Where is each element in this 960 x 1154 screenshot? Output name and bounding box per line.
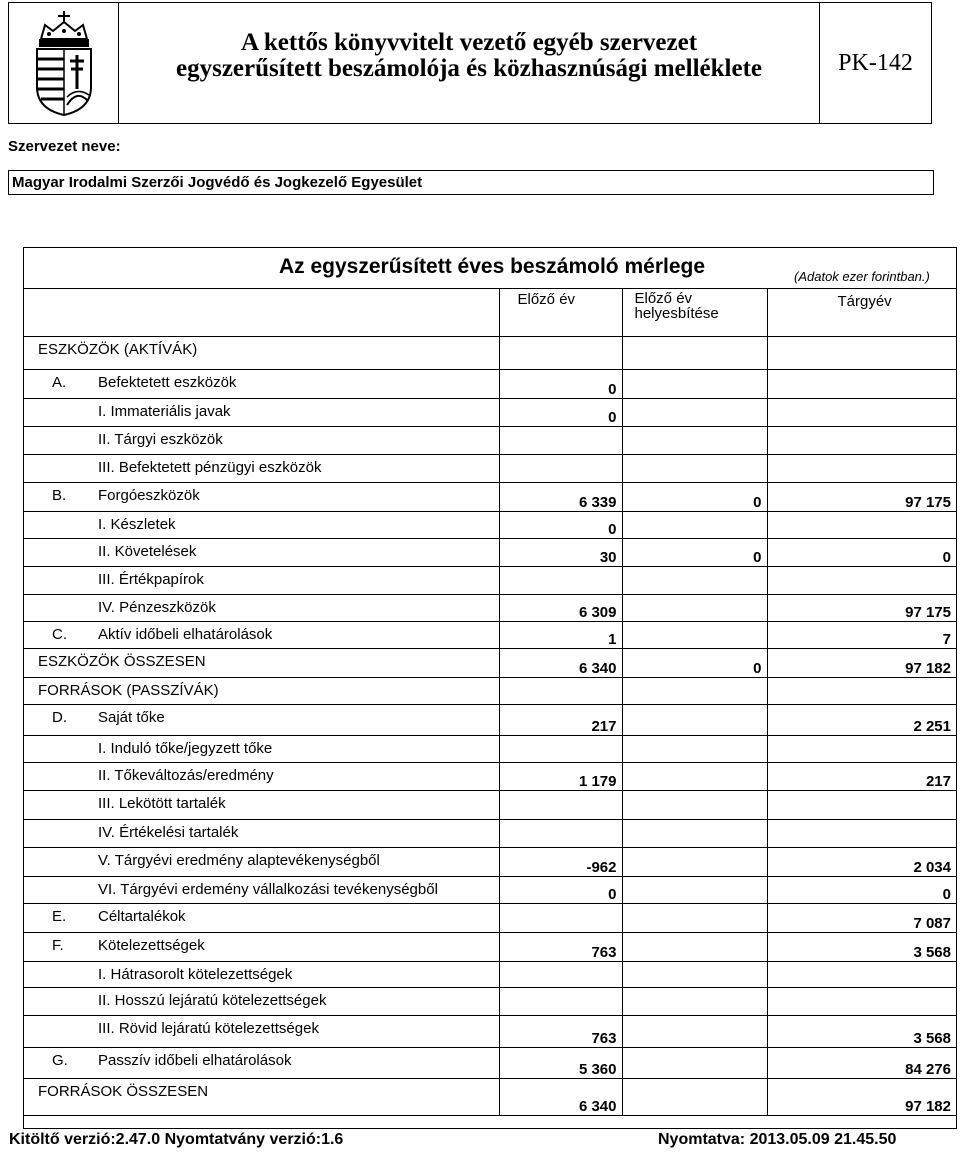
form-title	[119, 3, 819, 123]
row-label-cell	[24, 904, 499, 933]
balance-row	[24, 337, 956, 370]
balance-row	[24, 512, 956, 539]
row-label: ESZKÖZÖK (AKTÍVÁK)	[38, 341, 198, 358]
balance-row	[24, 820, 956, 848]
value-prev: 30	[499, 539, 622, 567]
row-label: I. Induló tőke/jegyzett tőke	[98, 740, 273, 757]
balance-row	[24, 427, 956, 455]
column-header-prev-correction	[622, 289, 767, 337]
row-label-cell	[24, 1016, 499, 1048]
row-code: F.	[52, 937, 64, 954]
value-prev: 0	[499, 512, 622, 539]
value-prev: 0	[499, 399, 622, 427]
balance-row	[24, 567, 956, 595]
value-prev	[499, 904, 622, 933]
balance-row	[24, 1048, 956, 1079]
organization-label: Szervezet neve:	[8, 138, 121, 155]
balance-row	[24, 595, 956, 622]
row-label: II. Hosszú lejáratú kötelezettségek	[98, 992, 327, 1009]
value-prev: -962	[499, 848, 622, 877]
value-current	[767, 791, 956, 820]
value-prev-correction	[622, 933, 767, 962]
row-label-cell	[24, 649, 499, 678]
value-prev-correction	[622, 337, 767, 370]
row-label-cell	[24, 791, 499, 820]
value-prev-correction	[622, 1079, 767, 1116]
value-prev-correction	[622, 512, 767, 539]
value-current	[767, 820, 956, 848]
value-prev	[499, 791, 622, 820]
row-label-cell	[24, 933, 499, 962]
row-label-cell	[24, 848, 499, 877]
row-label-cell	[24, 705, 499, 736]
value-prev	[499, 455, 622, 483]
value-current: 7	[767, 622, 956, 649]
value-prev: 763	[499, 1016, 622, 1048]
balance-row	[24, 539, 956, 567]
row-label: Forgóeszközök	[98, 487, 200, 504]
row-label: III. Rövid lejáratú kötelezettségek	[98, 1020, 319, 1037]
footer-version: Kitöltő verzió:2.47.0 Nyomtatvány verzió:1.6	[9, 1131, 344, 1148]
value-prev: 6 339	[499, 483, 622, 512]
balance-row	[24, 649, 956, 678]
value-current	[767, 736, 956, 763]
row-label-cell	[24, 820, 499, 848]
balance-row	[24, 763, 956, 791]
row-label: VI. Tárgyévi erdemény vállalkozási tevékenységből	[98, 881, 438, 898]
row-label: II. Tőkeváltozás/eredmény	[98, 767, 274, 784]
value-prev	[499, 337, 622, 370]
value-prev	[499, 962, 622, 988]
value-current	[767, 370, 956, 399]
value-current: 3 568	[767, 1016, 956, 1048]
balance-row	[24, 848, 956, 877]
row-label-cell	[24, 399, 499, 427]
balance-row	[24, 399, 956, 427]
value-current	[767, 678, 956, 705]
value-prev-correction	[622, 848, 767, 877]
balance-row	[24, 791, 956, 820]
value-prev-correction	[622, 962, 767, 988]
value-prev	[499, 820, 622, 848]
row-label-cell	[24, 483, 499, 512]
row-label-cell	[24, 512, 499, 539]
balance-row	[24, 904, 956, 933]
value-prev: 1	[499, 622, 622, 649]
value-prev-correction	[622, 877, 767, 904]
row-label: III. Értékpapírok	[98, 571, 204, 588]
row-code: E.	[52, 908, 67, 925]
value-prev-correction	[622, 567, 767, 595]
row-label: Céltartalékok	[98, 908, 186, 925]
row-label: Aktív időbeli elhatárolások	[98, 626, 273, 643]
row-label: I. Készletek	[98, 516, 176, 533]
row-label: IV. Értékelési tartalék	[98, 824, 239, 841]
row-label-cell	[24, 962, 499, 988]
value-current	[767, 399, 956, 427]
balance-row	[24, 1016, 956, 1048]
row-label-cell	[24, 337, 499, 370]
balance-sheet	[23, 247, 957, 1129]
row-label-cell	[24, 988, 499, 1016]
value-current	[767, 567, 956, 595]
value-prev-correction	[622, 370, 767, 399]
row-label: Befektetett eszközök	[98, 374, 237, 391]
row-label: V. Tárgyévi eredmény alaptevékenységből	[98, 852, 380, 869]
value-prev-correction	[622, 427, 767, 455]
row-label-cell	[24, 1079, 499, 1116]
value-prev-correction: 0	[622, 483, 767, 512]
row-label-cell	[24, 455, 499, 483]
coat-of-arms-emblem	[9, 3, 119, 123]
row-label-cell	[24, 567, 499, 595]
value-prev: 217	[499, 705, 622, 736]
value-prev-correction	[622, 1048, 767, 1079]
balance-table-body	[24, 289, 956, 1116]
value-prev-correction: 0	[622, 539, 767, 567]
balance-row	[24, 483, 956, 512]
form-header	[8, 2, 932, 124]
value-prev-correction	[622, 763, 767, 791]
column-header-prev: Előző év	[499, 289, 622, 337]
value-prev-correction	[622, 455, 767, 483]
value-prev-correction	[622, 399, 767, 427]
column-header-prev-correction-line1: Előző év	[634, 290, 693, 307]
row-label-cell	[24, 1048, 499, 1079]
value-prev-correction	[622, 678, 767, 705]
row-label: II. Tárgyi eszközök	[98, 431, 223, 448]
balance-row	[24, 622, 956, 649]
row-label: Saját tőke	[98, 709, 165, 726]
row-label: I. Hátrasorolt kötelezettségek	[98, 966, 293, 983]
value-current: 217	[767, 763, 956, 791]
balance-sheet-title: Az egyszerűsített éves beszámoló mérlege	[279, 255, 706, 278]
value-current: 2 034	[767, 848, 956, 877]
value-prev-correction	[622, 820, 767, 848]
value-prev-correction	[622, 904, 767, 933]
value-current: 97 175	[767, 483, 956, 512]
row-code: G.	[52, 1052, 68, 1069]
value-prev: 6 340	[499, 649, 622, 678]
column-header-row	[24, 289, 956, 337]
form-title-line2: egyszerűsített beszámolója és közhasznúsági melléklete	[176, 55, 762, 82]
value-current: 97 182	[767, 649, 956, 678]
row-code: B.	[52, 487, 67, 504]
row-code: A.	[52, 374, 67, 391]
value-prev-correction	[622, 988, 767, 1016]
balance-row	[24, 370, 956, 399]
row-label-cell	[24, 595, 499, 622]
value-prev-correction	[622, 791, 767, 820]
value-prev: 5 360	[499, 1048, 622, 1079]
value-current	[767, 962, 956, 988]
balance-table	[24, 288, 956, 1116]
organization-name-field: Magyar Irodalmi Szerzői Jogvédő és Jogkezelő Egyesület	[8, 170, 934, 195]
footer-printed: Nyomtatva: 2013.05.09 21.45.50	[658, 1131, 897, 1148]
balance-row	[24, 705, 956, 736]
value-prev-correction: 0	[622, 649, 767, 678]
balance-row	[24, 933, 956, 962]
value-prev	[499, 678, 622, 705]
value-current: 97 175	[767, 595, 956, 622]
value-prev	[499, 736, 622, 763]
row-label: II. Követelések	[98, 543, 197, 560]
value-current: 97 182	[767, 1079, 956, 1116]
row-label: Kötelezettségek	[98, 937, 205, 954]
row-label-cell	[24, 877, 499, 904]
value-current: 3 568	[767, 933, 956, 962]
column-header-current: Tárgyév	[767, 289, 956, 337]
value-prev-correction	[622, 736, 767, 763]
value-prev	[499, 567, 622, 595]
balance-row	[24, 736, 956, 763]
row-label: III. Befektetett pénzügyi eszközök	[98, 459, 322, 476]
value-prev: 1 179	[499, 763, 622, 791]
balance-row	[24, 988, 956, 1016]
value-current	[767, 512, 956, 539]
value-prev: 0	[499, 370, 622, 399]
header-label-cell	[24, 289, 499, 337]
value-current	[767, 988, 956, 1016]
row-label: I. Immateriális javak	[98, 403, 231, 420]
row-code: D.	[52, 709, 67, 726]
column-header-prev-correction-line2: helyesbítése	[634, 305, 719, 322]
balance-row	[24, 877, 956, 904]
form-code: PK-142	[819, 3, 931, 123]
value-prev: 6 340	[499, 1079, 622, 1116]
balance-row	[24, 1079, 956, 1116]
row-label: IV. Pénzeszközök	[98, 599, 216, 616]
row-label: ESZKÖZÖK ÖSSZESEN	[38, 653, 206, 670]
row-label-cell	[24, 370, 499, 399]
balance-row	[24, 678, 956, 705]
value-prev-correction	[622, 595, 767, 622]
row-label-cell	[24, 678, 499, 705]
row-label: Passzív időbeli elhatárolások	[98, 1052, 292, 1069]
value-current	[767, 455, 956, 483]
value-prev: 0	[499, 877, 622, 904]
value-current: 0	[767, 539, 956, 567]
value-prev-correction	[622, 1016, 767, 1048]
value-prev	[499, 427, 622, 455]
balance-row	[24, 455, 956, 483]
row-label: FORRÁSOK (PASSZÍVÁK)	[38, 682, 219, 699]
row-code: C.	[52, 626, 67, 643]
value-current	[767, 427, 956, 455]
form-title-line1: A kettős könyvvitelt vezető egyéb szervezet	[240, 29, 698, 56]
row-label-cell	[24, 622, 499, 649]
value-current: 0	[767, 877, 956, 904]
value-prev: 6 309	[499, 595, 622, 622]
value-prev	[499, 988, 622, 1016]
row-label: FORRÁSOK ÖSSZESEN	[38, 1083, 209, 1100]
value-current: 2 251	[767, 705, 956, 736]
row-label-cell	[24, 427, 499, 455]
balance-row	[24, 962, 956, 988]
value-prev: 763	[499, 933, 622, 962]
row-label: III. Lekötött tartalék	[98, 795, 226, 812]
value-current: 7 087	[767, 904, 956, 933]
row-label-cell	[24, 736, 499, 763]
value-current: 84 276	[767, 1048, 956, 1079]
value-current	[767, 337, 956, 370]
hungarian-coat-of-arms-icon	[31, 9, 97, 117]
row-label-cell	[24, 763, 499, 791]
unit-note: (Adatok ezer forintban.)	[794, 269, 930, 284]
value-prev-correction	[622, 622, 767, 649]
value-prev-correction	[622, 705, 767, 736]
row-label-cell	[24, 539, 499, 567]
